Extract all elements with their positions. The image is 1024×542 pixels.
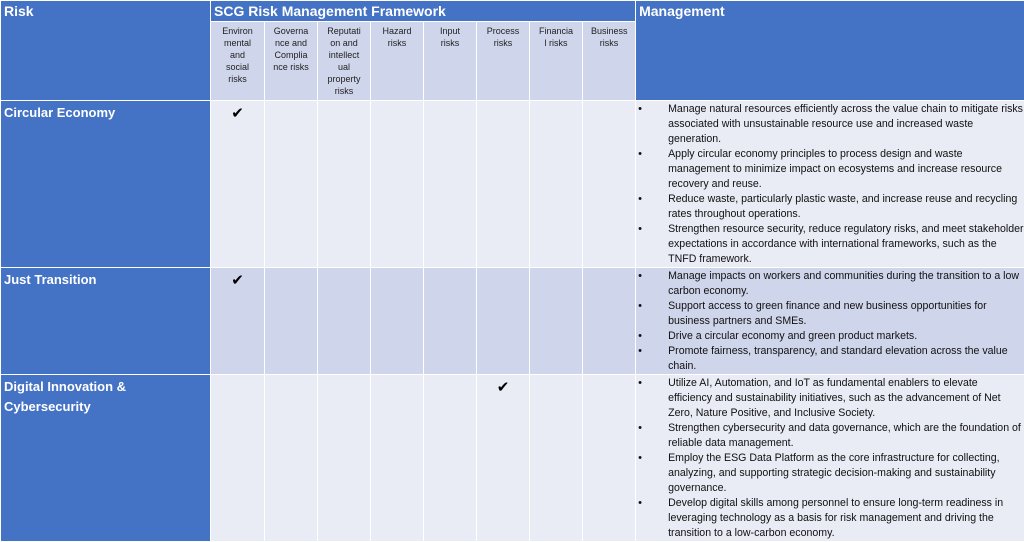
management-cell [636,268,1024,375]
category-header: Governa nce and Complia nce risks [265,22,318,101]
category-header: Hazard risks [371,22,424,101]
framework-cell [211,101,265,268]
risk-name: Circular Economy [1,101,211,268]
table-row [1,268,1024,375]
framework-cell [211,268,265,375]
framework-cell [318,268,371,375]
management-list [636,375,1024,541]
list-item: • Strengthen cybersecurity and data governance, which are the foundation of reliable data management. [668,421,1024,451]
management-cell [636,101,1024,268]
framework-cell [530,101,583,268]
framework-cell [530,268,583,375]
list-item: • Employ the ESG Data Platform as the core infrastructure for collecting, analyzing, and supporting strategic decision-making and sustainability governance. [668,451,1024,496]
management-column-header: Management [636,1,1024,101]
framework-cell [371,375,424,542]
framework-cell [318,375,371,542]
list-item: • Manage natural resources efficiently across the value chain to mitigate risks associated with unsustainable resource use and increased waste generation. [668,102,1024,147]
list-item: • Promote fairness, transparency, and standard elevation across the value chain. [668,344,1024,374]
list-item: • Develop digital skills among personnel to ensure long-term readiness in leveraging technology as a basis for risk management and driving the transition to a low-carbon economy. [668,496,1024,541]
framework-cell [211,375,265,542]
framework-cell [371,268,424,375]
framework-cell [477,268,530,375]
management-cell [636,375,1024,542]
list-item: • Utilize AI, Automation, and IoT as fundamental enablers to elevate efficiency and sustainability initiatives, such as the advancement of Net Zero, Nature Positive, and Inclusive Society. [668,376,1024,421]
framework-cell [583,375,636,542]
management-list [636,268,1024,374]
category-header: Process risks [477,22,530,101]
list-item: • Reduce waste, particularly plastic waste, and increase reuse and recycling rates throughout operations. [668,192,1024,222]
category-header: Input risks [424,22,477,101]
framework-cell [530,375,583,542]
framework-cell [424,375,477,542]
check-icon: ✔ [477,378,529,396]
framework-cell [265,375,318,542]
category-header: Environ mental and social risks [211,22,265,101]
check-icon: ✔ [211,271,264,289]
risk-name: Digital Innovation & Cybersecurity [1,375,211,542]
category-header: Reputati on and intellect ual property risks [318,22,371,101]
framework-cell [265,268,318,375]
management-list [636,101,1024,267]
list-item: • Apply circular economy principles to process design and waste management to minimize impact on ecosystems and increase resource recovery and reuse. [668,147,1024,192]
framework-cell [371,101,424,268]
framework-cell [424,101,477,268]
list-item: • Support access to green finance and new business opportunities for business partners and SMEs. [668,299,1024,329]
category-header: Business risks [583,22,636,101]
check-icon: ✔ [211,104,264,122]
list-item: • Strengthen resource security, reduce regulatory risks, and meet stakeholder expectations in accordance with international frameworks, such as the TNFD framework. [668,222,1024,267]
framework-cell [265,101,318,268]
list-item: • Manage impacts on workers and communities during the transition to a low carbon economy. [668,269,1024,299]
framework-cell [583,101,636,268]
list-item: • Drive a circular economy and green product markets. [668,329,1024,344]
risk-name: Just Transition [1,268,211,375]
framework-header: SCG Risk Management Framework [211,1,636,22]
framework-cell [583,268,636,375]
framework-cell [477,101,530,268]
risk-column-header: Risk [1,1,211,101]
table-row [1,101,1024,268]
category-header: Financia l risks [530,22,583,101]
framework-cell [477,375,530,542]
framework-cell [318,101,371,268]
table-row [1,375,1024,542]
framework-cell [424,268,477,375]
